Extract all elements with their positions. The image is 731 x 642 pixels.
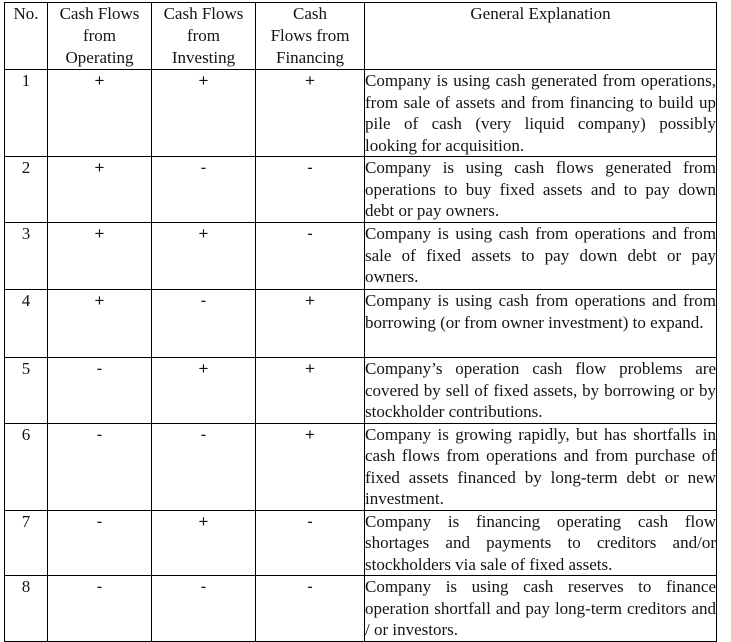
table-row: [5, 223, 717, 290]
column-header-cash-flows-from-investing: [152, 3, 256, 70]
column-header-investing-line-2: from: [186, 26, 221, 45]
row-number: 4: [5, 290, 48, 358]
header-row: [5, 3, 717, 70]
financing-sign: -: [256, 576, 365, 642]
cash-flow-pattern-table: [4, 2, 717, 642]
general-explanation: Company is using cash flows generated from operations to buy fixed assets and to pay down debt or pay owners.: [365, 157, 717, 223]
column-header-general-explanation: [365, 3, 717, 70]
investing-sign: +: [152, 510, 256, 576]
investing-sign: -: [152, 157, 256, 223]
table-row: [5, 290, 717, 358]
table-row: [5, 70, 717, 157]
row-number: 1: [5, 70, 48, 157]
investing-sign: +: [152, 70, 256, 157]
investing-sign: -: [152, 290, 256, 358]
table-row: [5, 423, 717, 510]
operating-sign: +: [48, 290, 152, 358]
operating-sign: +: [48, 157, 152, 223]
financing-sign: -: [256, 223, 365, 290]
general-explanation: Company is growing rapidly, but has shortfalls in cash flows from operations and from purchase of fixed assets financed by long-term debt or new investment.: [365, 424, 716, 508]
row-number: 6: [5, 423, 48, 510]
financing-sign: +: [256, 290, 365, 358]
general-explanation: Company is using cash from operations and from sale of fixed assets to pay down debt or pay owners.: [365, 223, 717, 290]
investing-sign: +: [152, 223, 256, 290]
table-row: [5, 576, 717, 642]
operating-sign: -: [48, 358, 152, 424]
investing-sign: -: [152, 423, 256, 510]
table-body: [5, 70, 717, 642]
financing-sign: -: [256, 510, 365, 576]
general-explanation: Company is using cash from operations and from borrowing (or from owner investment) to expand.: [365, 290, 717, 358]
operating-sign: -: [48, 423, 152, 510]
column-header-financing-line-1: Cash: [293, 4, 327, 23]
column-header-no-line-1: No.: [13, 4, 39, 23]
column-header-cash-flows-from-operating: [48, 3, 152, 70]
financing-sign: +: [256, 423, 365, 510]
financing-sign: +: [256, 358, 365, 424]
table-header: [5, 3, 717, 70]
column-header-explanation-line-1: General Explanation: [470, 4, 611, 23]
column-header-cash-flows-from-financing: [256, 3, 365, 70]
financing-sign: -: [256, 157, 365, 223]
investing-sign: +: [152, 358, 256, 424]
row-number: 3: [5, 223, 48, 290]
row-number: 7: [5, 510, 48, 576]
table-row: [5, 157, 717, 223]
column-header-no: [5, 3, 48, 70]
table-row: [5, 510, 717, 576]
column-header-financing-line-3: Financing: [276, 48, 344, 67]
operating-sign: -: [48, 510, 152, 576]
operating-sign: -: [48, 576, 152, 642]
column-header-investing-line-3: Investing: [171, 48, 236, 67]
column-header-operating-line-1: Cash Flows: [59, 4, 140, 23]
operating-sign: +: [48, 70, 152, 157]
column-header-operating-line-2: from: [82, 26, 117, 45]
row-number: 5: [5, 358, 48, 424]
investing-sign: -: [152, 576, 256, 642]
column-header-investing-line-1: Cash Flows: [163, 4, 244, 23]
column-header-operating-line-3: Operating: [65, 48, 134, 67]
row-number: 2: [5, 157, 48, 223]
table-row: [5, 358, 717, 424]
general-explanation: Company is using cash reserves to finance operation shortfall and pay long-term creditors and / or investors.: [365, 576, 717, 642]
column-header-financing-line-2: Flows from: [270, 26, 350, 45]
financing-sign: +: [256, 70, 365, 157]
operating-sign: +: [48, 223, 152, 290]
general-explanation: Company is using cash generated from operations, from sale of assets and from financing to build up pile of cash (very liquid company) possibly looking for acquisition.: [365, 71, 716, 155]
general-explanation: Company’s operation cash flow problems are covered by sell of fixed assets, by borrowing or by stockholder contributions.: [365, 359, 716, 421]
general-explanation: Company is financing operating cash flow shortages and payments to creditors and/or stockholders via sale of fixed assets.: [365, 511, 716, 574]
row-number: 8: [5, 576, 48, 642]
